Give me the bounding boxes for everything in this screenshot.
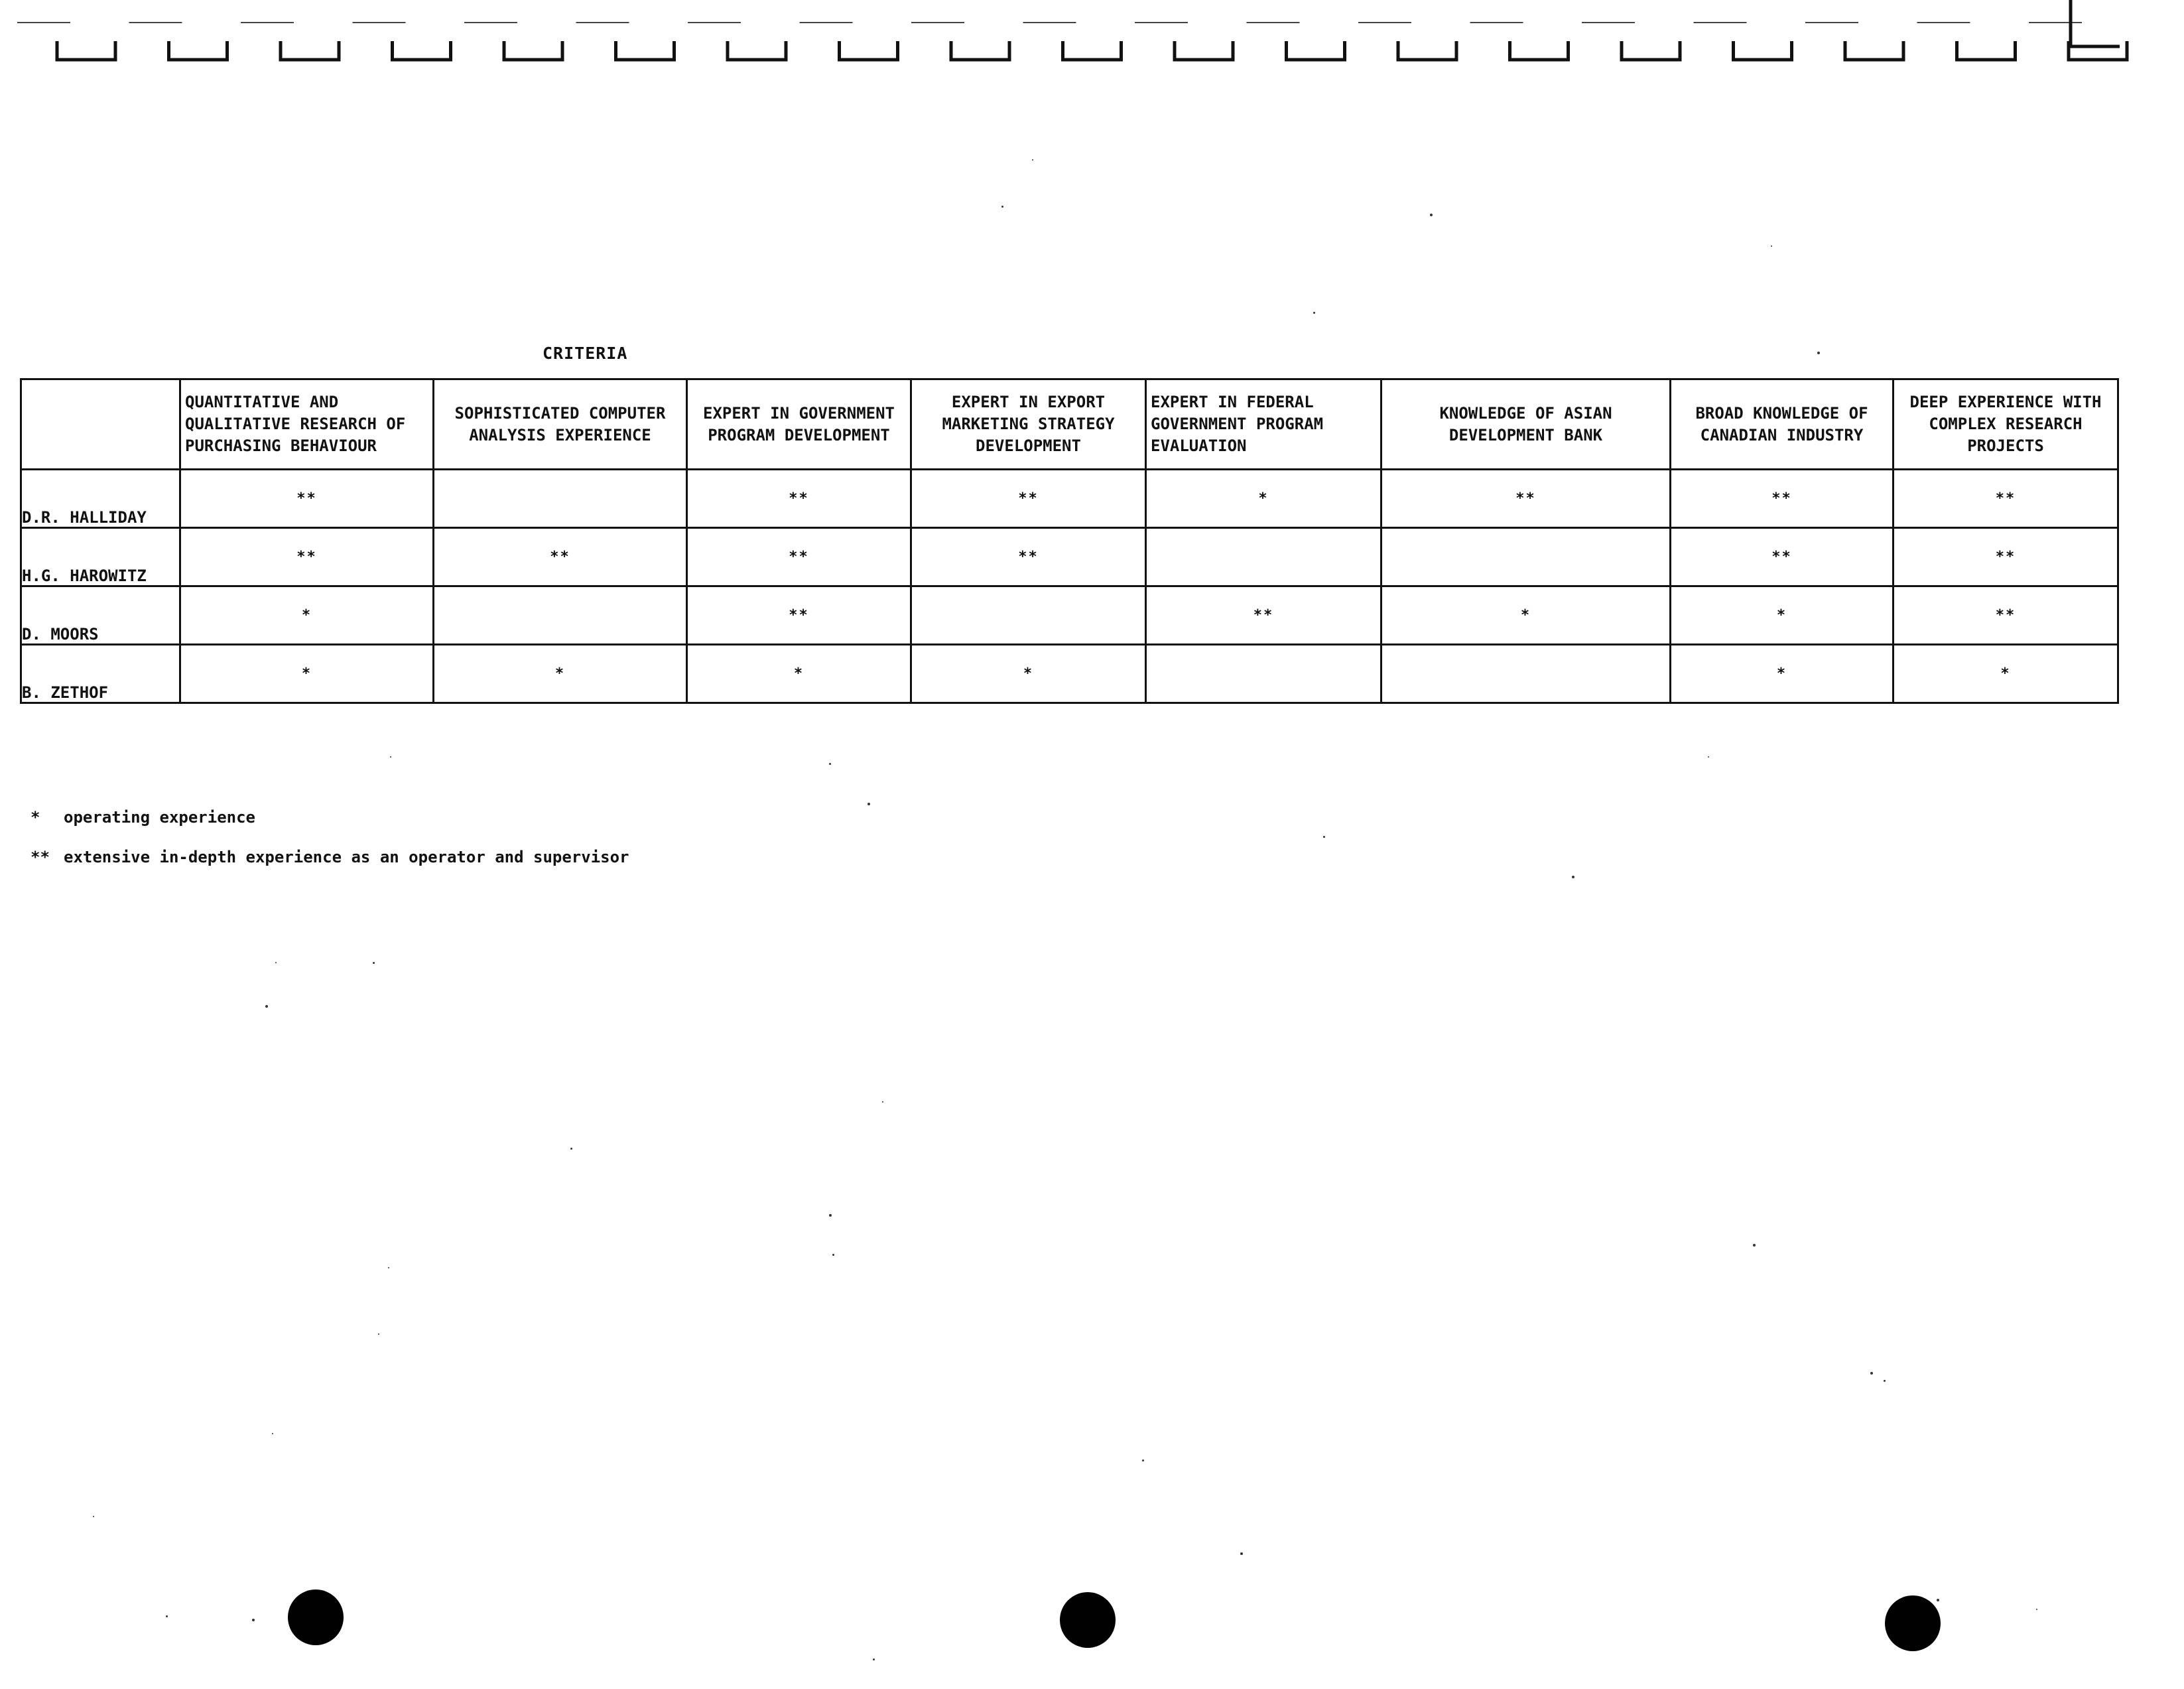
row-name-cell: H.G. HAROWITZ bbox=[21, 528, 180, 586]
binding-tab bbox=[728, 41, 786, 60]
table-row bbox=[21, 528, 2118, 586]
binding-tab bbox=[951, 41, 1009, 60]
rating-cell: * bbox=[434, 645, 687, 703]
scan-speck bbox=[829, 763, 831, 765]
rating-cell: * bbox=[1146, 470, 1381, 528]
table-row bbox=[21, 645, 2118, 703]
binding-marks bbox=[0, 0, 2184, 73]
binding-tab bbox=[1175, 41, 1233, 60]
scan-speck bbox=[1753, 1244, 1756, 1247]
scan-speck bbox=[832, 1254, 834, 1256]
scan-speck bbox=[1430, 214, 1433, 216]
rating-cell: ** bbox=[1894, 586, 2118, 645]
scan-speck bbox=[1708, 756, 1709, 758]
rating-cell bbox=[1146, 645, 1381, 703]
rating-cell: ** bbox=[687, 586, 911, 645]
scan-speck bbox=[1032, 159, 1033, 161]
scan-speck bbox=[373, 962, 375, 964]
binding-tab bbox=[1510, 41, 1569, 60]
rating-cell: ** bbox=[1671, 528, 1894, 586]
legend-single-text: operating experience bbox=[64, 808, 255, 827]
header-row bbox=[21, 379, 2118, 470]
column-header-federal-evaluation: EXPERT IN FEDERAL GOVERNMENT PROGRAM EVALUATION bbox=[1146, 379, 1381, 470]
rating-cell: ** bbox=[1146, 586, 1381, 645]
punch-hole bbox=[288, 1589, 344, 1645]
legend-double-star bbox=[31, 848, 629, 866]
binding-tab bbox=[840, 41, 898, 60]
column-header-government-program: EXPERT IN GOVERNMENT PROGRAM DEVELOPMENT bbox=[687, 379, 911, 470]
scan-speck bbox=[1313, 312, 1315, 314]
table-row bbox=[21, 470, 2118, 528]
rating-cell: ** bbox=[911, 528, 1146, 586]
binding-tab bbox=[616, 41, 674, 60]
rating-cell: * bbox=[1671, 645, 1894, 703]
scan-speck bbox=[275, 962, 277, 963]
rating-cell: * bbox=[180, 645, 434, 703]
scan-speck bbox=[1937, 1599, 1939, 1601]
scan-speck bbox=[93, 1516, 94, 1517]
rating-cell: ** bbox=[1894, 470, 2118, 528]
rating-cell: ** bbox=[911, 470, 1146, 528]
rating-cell: ** bbox=[180, 470, 434, 528]
binding-tab bbox=[1845, 41, 1903, 60]
binding-tab bbox=[504, 41, 562, 60]
row-name-cell: D. MOORS bbox=[21, 586, 180, 645]
row-name-cell: B. ZETHOF bbox=[21, 645, 180, 703]
rating-cell: * bbox=[1671, 586, 1894, 645]
binding-tab bbox=[1957, 41, 2016, 60]
rating-cell bbox=[1146, 528, 1381, 586]
rating-cell bbox=[434, 470, 687, 528]
scan-speck bbox=[2036, 1609, 2037, 1610]
legend-single-star bbox=[31, 808, 255, 827]
rating-cell: * bbox=[687, 645, 911, 703]
column-header-export-marketing: EXPERT IN EXPORT MARKETING STRATEGY DEVELOPMENT bbox=[911, 379, 1146, 470]
scan-speck bbox=[265, 1005, 268, 1008]
scan-speck bbox=[390, 756, 391, 758]
scan-speck bbox=[873, 1658, 875, 1660]
corner-header-cell bbox=[21, 379, 180, 470]
scan-speck bbox=[378, 1333, 379, 1335]
binding-tab bbox=[1063, 41, 1122, 60]
scan-speck bbox=[1884, 1380, 1886, 1382]
row-name-cell: D.R. HALLIDAY bbox=[21, 470, 180, 528]
punch-hole bbox=[1885, 1595, 1941, 1651]
scan-speck bbox=[882, 1101, 883, 1103]
column-header-complex-research: DEEP EXPERIENCE WITH COMPLEX RESEARCH PROJECTS bbox=[1894, 379, 2118, 470]
scan-speck bbox=[1001, 206, 1003, 208]
binding-tab bbox=[393, 41, 451, 60]
scan-speck bbox=[1142, 1459, 1144, 1461]
scan-speck bbox=[1572, 876, 1574, 878]
rating-cell bbox=[911, 586, 1146, 645]
binding-tab bbox=[281, 41, 339, 60]
legend-double-text: extensive in-depth experience as an operator and supervisor bbox=[64, 848, 629, 866]
rating-cell: ** bbox=[687, 470, 911, 528]
scan-speck bbox=[272, 1433, 273, 1434]
scan-speck bbox=[252, 1619, 255, 1621]
scan-speck bbox=[1771, 245, 1772, 247]
rating-cell: ** bbox=[687, 528, 911, 586]
criteria-table bbox=[20, 378, 2119, 704]
legend-double-symbol: ** bbox=[31, 848, 50, 866]
criteria-heading: CRITERIA bbox=[543, 344, 628, 363]
binding-tab bbox=[1287, 41, 1345, 60]
binding-tab bbox=[1398, 41, 1456, 60]
binding-tab bbox=[1622, 41, 1680, 60]
scan-speck bbox=[1870, 1372, 1873, 1375]
binding-tab bbox=[57, 41, 115, 60]
table-row bbox=[21, 586, 2118, 645]
column-header-research: QUANTITATIVE AND QUALITATIVE RESEARCH OF PURCHASING BEHAVIOUR bbox=[180, 379, 434, 470]
rating-cell bbox=[1381, 645, 1671, 703]
binding-tab bbox=[169, 41, 227, 60]
rating-cell: ** bbox=[1671, 470, 1894, 528]
rating-cell: * bbox=[180, 586, 434, 645]
scan-speck bbox=[388, 1267, 389, 1268]
punch-hole bbox=[1060, 1592, 1116, 1648]
rating-cell: ** bbox=[180, 528, 434, 586]
column-header-computer-analysis: SOPHISTICATED COMPUTER ANALYSIS EXPERIENCE bbox=[434, 379, 687, 470]
scan-speck bbox=[1817, 352, 1820, 354]
scan-speck bbox=[1240, 1552, 1243, 1555]
scan-speck bbox=[867, 803, 870, 805]
scan-speck bbox=[570, 1148, 572, 1150]
scan-speck bbox=[166, 1615, 168, 1617]
rating-cell: * bbox=[911, 645, 1146, 703]
rating-cell: * bbox=[1894, 645, 2118, 703]
scan-speck bbox=[829, 1214, 832, 1217]
binding-tab bbox=[1734, 41, 1792, 60]
column-header-canadian-industry: BROAD KNOWLEDGE OF CANADIAN INDUSTRY bbox=[1671, 379, 1894, 470]
column-header-asian-development-bank: KNOWLEDGE OF ASIAN DEVELOPMENT BANK bbox=[1381, 379, 1671, 470]
rating-cell bbox=[434, 586, 687, 645]
legend-single-symbol: * bbox=[31, 808, 40, 827]
rating-cell bbox=[1381, 528, 1671, 586]
scan-speck bbox=[1323, 836, 1325, 838]
rating-cell: ** bbox=[434, 528, 687, 586]
binding-tab bbox=[2069, 41, 2127, 60]
rating-cell: ** bbox=[1894, 528, 2118, 586]
rating-cell: ** bbox=[1381, 470, 1671, 528]
rating-cell: * bbox=[1381, 586, 1671, 645]
